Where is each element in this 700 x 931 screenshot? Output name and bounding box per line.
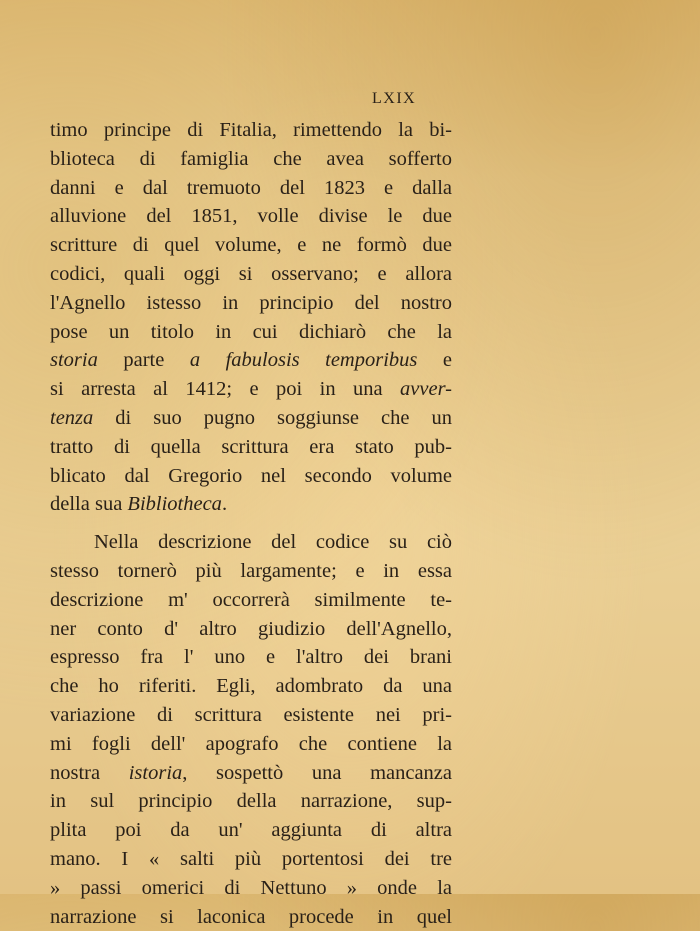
- text-line: danni e dal tremuoto del 1823 e dalla: [50, 176, 452, 199]
- text-line: timo principe di Fitalia, rimettendo la bi-: [50, 119, 452, 141]
- text-line: alluvione del 1851, volle divise le due: [50, 205, 452, 228]
- page-number: LXIX: [372, 90, 417, 107]
- text-line: l'Agnello istesso in principio del nostro: [50, 291, 452, 314]
- text-line: variazione di scrittura esistente nei pri-: [50, 703, 452, 726]
- text-line: in sul principio della narrazione, sup-: [50, 790, 452, 813]
- italic-term: istoria: [128, 761, 183, 784]
- text-line: si arresta al 1412; e poi in una avver-: [50, 378, 452, 401]
- text-line: scritture di quel volume, e ne formò due: [50, 234, 452, 257]
- text-line: codici, quali oggi si osservano; e allora: [50, 262, 452, 285]
- paragraph-1: [50, 116, 452, 519]
- italic-term: a fabulosis temporibus: [189, 349, 418, 372]
- text-line: » passi omerici di Nettuno » onde la: [50, 876, 452, 899]
- italic-term: Bibliotheca: [127, 493, 222, 516]
- text-line: che ho riferiti. Egli, adombrato da una: [50, 675, 452, 698]
- italic-term: storia: [50, 349, 98, 372]
- text-line: pose un titolo in cui dichiarò che la: [50, 320, 452, 343]
- text-line: blioteca di famiglia che avea sofferto: [50, 147, 452, 170]
- text-line: Nella descrizione del codice su ciò: [94, 531, 452, 554]
- text-line: nostra istoria, sospettò una mancanza: [50, 761, 452, 784]
- text-line: tratto di quella scrittura era stato pub-: [50, 435, 452, 458]
- italic-term: tenza: [50, 406, 94, 429]
- text-line: blicato dal Gregorio nel secondo volume: [50, 464, 452, 487]
- italic-term: avver-: [400, 378, 452, 401]
- text-line: plita poi da un' aggiunta di altra: [50, 819, 452, 842]
- text-line: descrizione m' occorrerà similmente te-: [50, 588, 452, 611]
- text-line: espresso fra l' uno e l'altro dei brani: [50, 646, 452, 669]
- text-line: mi fogli dell' apografo che contiene la: [50, 732, 452, 755]
- text-line: storia parte a fabulosis temporibus e: [50, 349, 452, 372]
- text-line: mano. I « salti più portentosi dei tre: [50, 847, 452, 870]
- body-text: [50, 116, 452, 931]
- text-line: stesso tornerò più largamente; e in essa: [50, 559, 452, 582]
- text-line: della sua Bibliotheca.: [50, 493, 228, 516]
- text-line: tenza di suo pugno soggiunse che un: [50, 406, 452, 429]
- paragraph-2: [50, 528, 452, 931]
- text-line: ner conto d' altro giudizio dell'Agnello,: [50, 617, 452, 640]
- text-line: narrazione si laconica procede in quel: [50, 905, 452, 928]
